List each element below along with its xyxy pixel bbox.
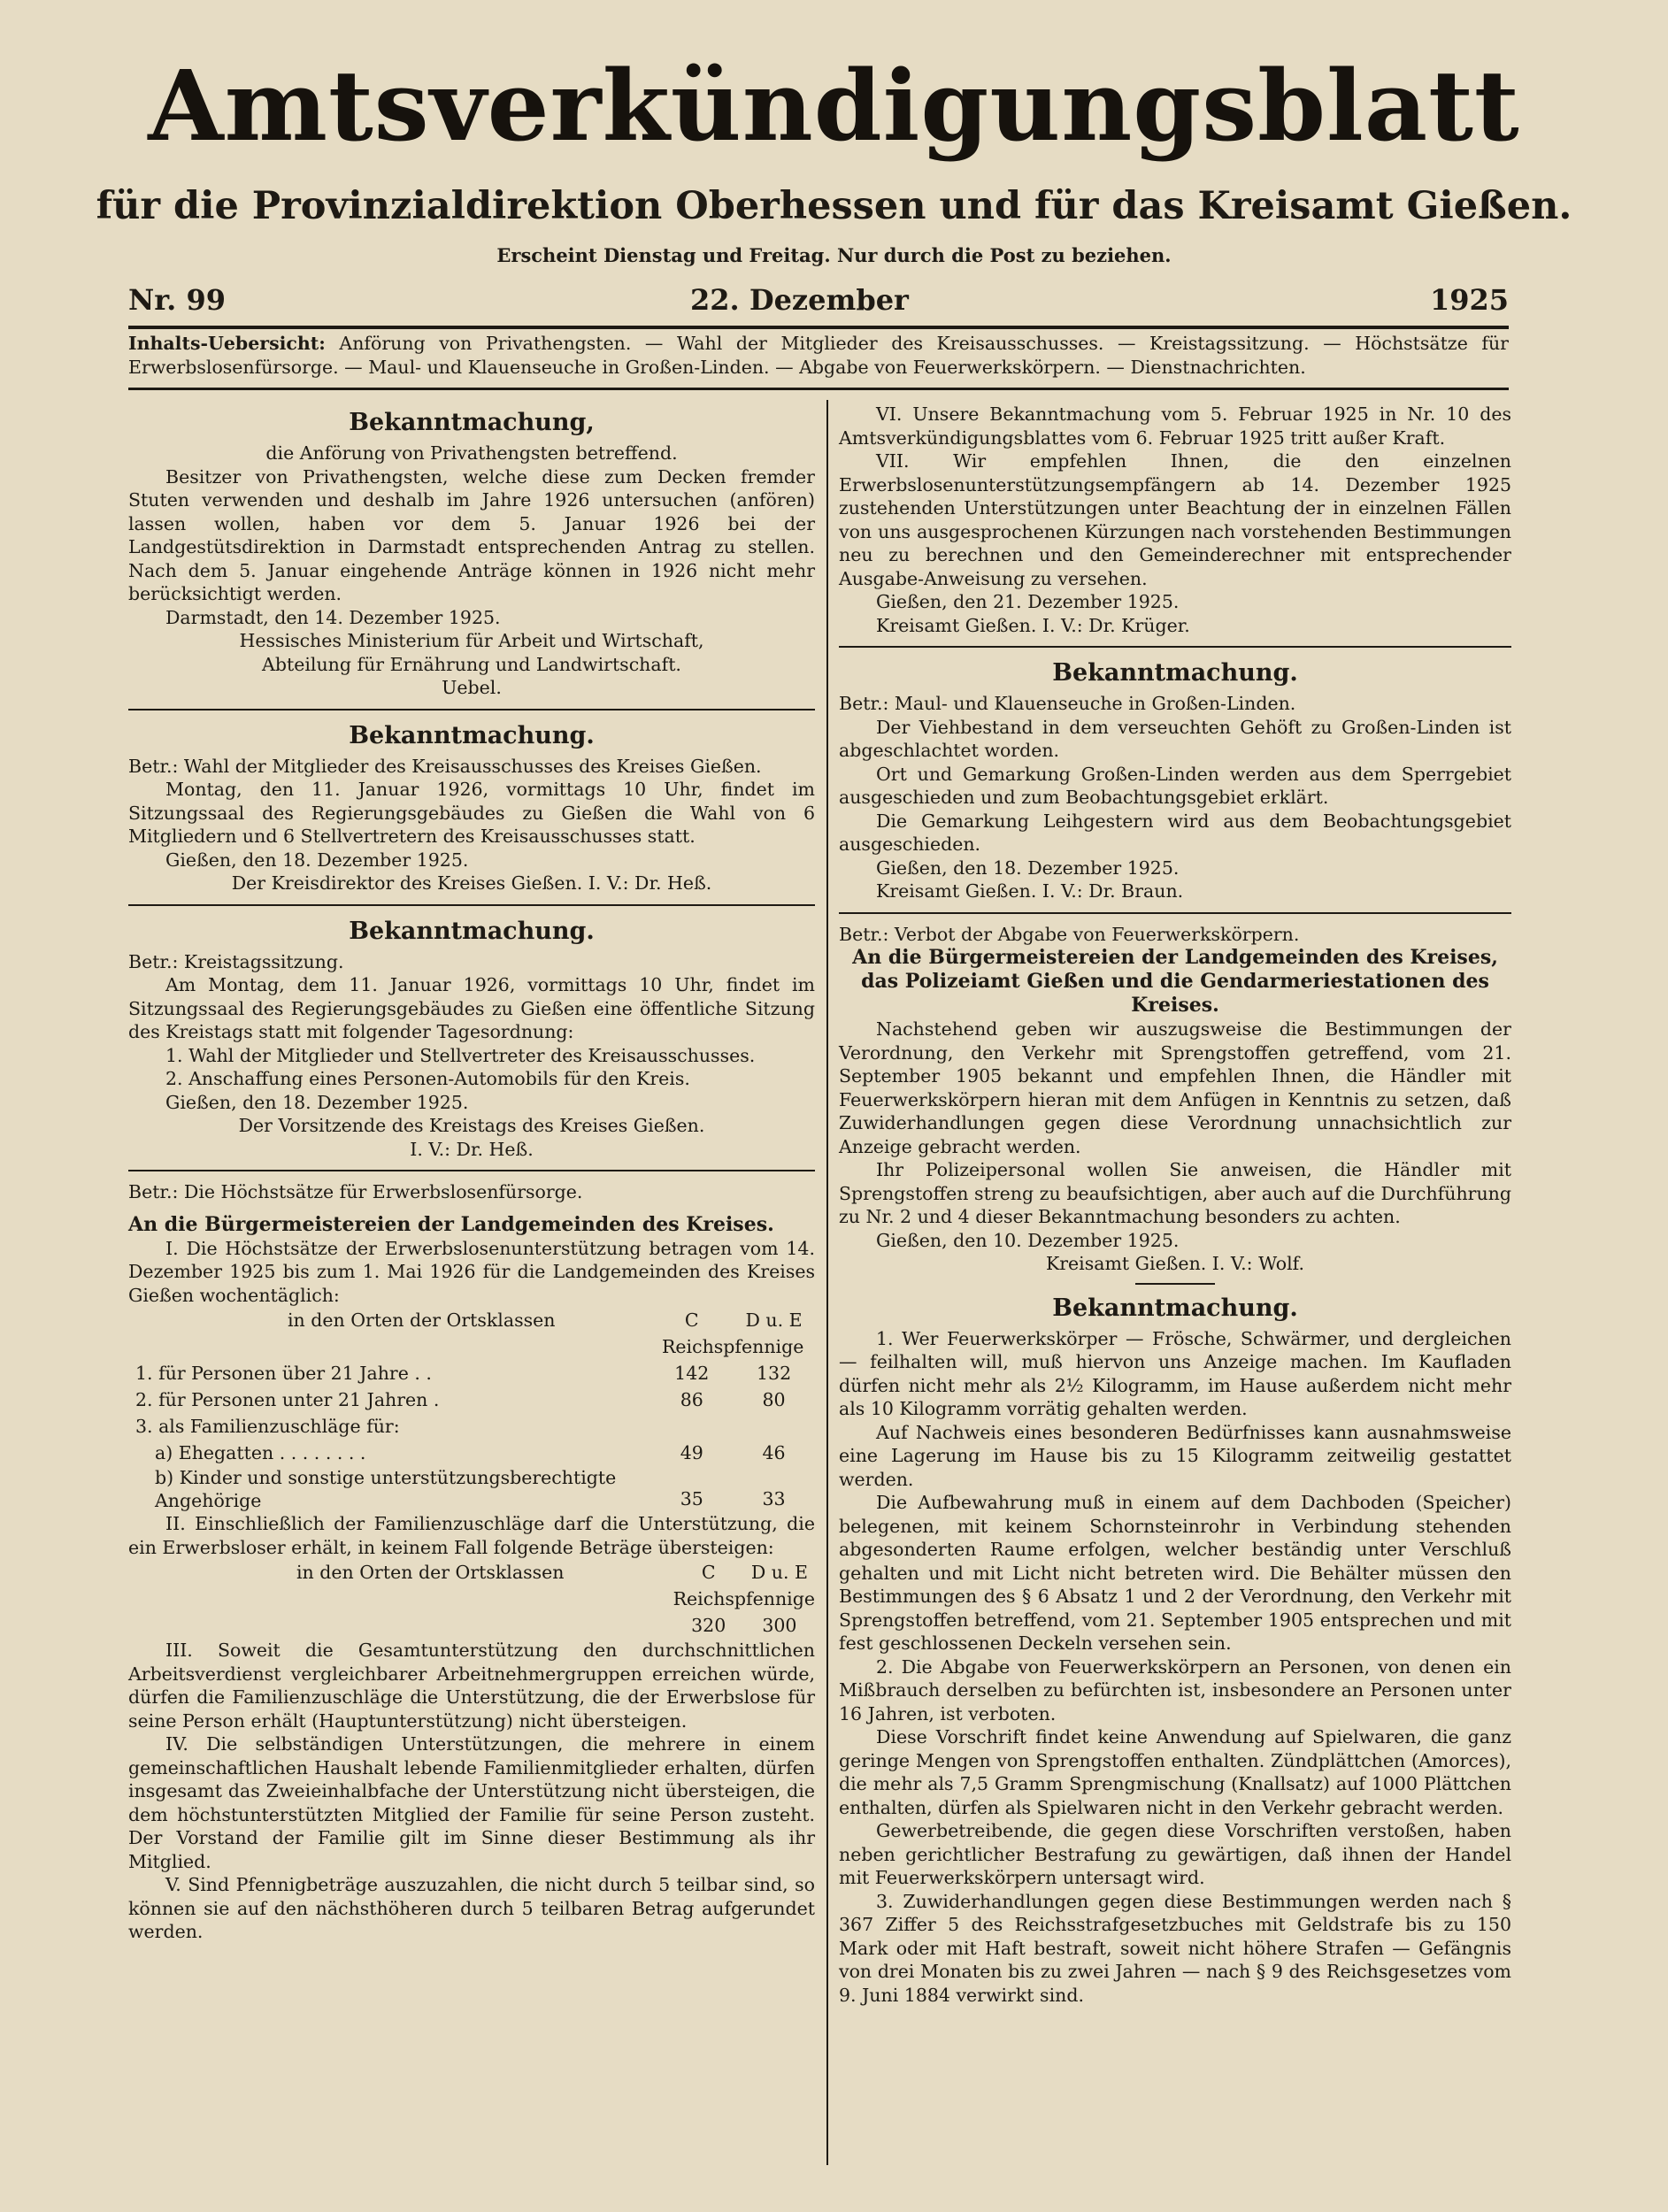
rate-de: 46 xyxy=(762,1442,786,1463)
notice-addressee: An die Bürgermeistereien der Landgemeinden des Kreises, das Polizeiamt Gießen und die Gendarmeriestationen des Kreises. xyxy=(852,946,1498,1017)
rates-col-de: D u. E xyxy=(750,1562,808,1583)
notice-signature: Der Kreisdirektor des Kreises Gießen. I. V.: Dr. Heß. xyxy=(231,872,712,894)
notice-paragraph: Diese Vorschrift findet keine Anwendung auf Spielwaren, die ganz geringe Mengen von Sprengstoffen enthalten. Zündplättchen (Amorces), die mehr als 7,5 Gramm Sprengmischung (Knallsatz) auf 1000 Plättchen enthalten, dürfen als Spielwaren nicht in den Verkehr gebracht werden. xyxy=(839,1726,1511,1818)
rate-c: 49 xyxy=(680,1442,703,1463)
rate-de: 132 xyxy=(757,1363,792,1384)
rates-col-de: D u. E xyxy=(745,1310,803,1331)
notice-heading: Bekanntmachung. xyxy=(1052,659,1298,687)
contents-divider xyxy=(128,388,1509,390)
agenda-item: 2. Anschaffung eines Personen-Automobils für den Kreis. xyxy=(165,1068,690,1089)
notice-stallions xyxy=(128,406,815,700)
notice-paragraph: VII. Wir empfehlen Ihnen, die den einzelnen Erwerbslosenunterstützungsempfängern ab 14. Dezember 1925 zustehenden Unterstützungen unter Beachtung der in einzelnen Fällen von uns ausgesprochenen Kürzungen nach vorstehenden Bestimmungen neu zu berechnen und den Gemeinderechner mit entsprechender Ausgabe-Anweisung zu versehen. xyxy=(839,450,1511,589)
section-divider xyxy=(839,912,1511,914)
table-row xyxy=(128,1360,815,1386)
notice-unemployment-rates xyxy=(128,1180,815,1944)
contents-text: Anförung von Privathengsten. — Wahl der Mitglieder des Kreisausschusses. — Kreistagssitzung. — Höchstsätze für Erwerbslosenfürsorge. — Maul- und Klauenseuche in Großen-Linden. — Abgabe von Feuerwerkskörpern. — Dienstnachrichten. xyxy=(128,333,1509,378)
notice-place-date: Gießen, den 18. Dezember 1925. xyxy=(876,856,1180,879)
notice-subject: Betr.: Die Höchstsätze für Erwerbslosenfürsorge. xyxy=(128,1181,583,1202)
table-row xyxy=(128,1413,815,1440)
table-row xyxy=(128,1386,815,1413)
issue-line xyxy=(128,283,1509,324)
notice-paragraph: Nachstehend geben wir auszugsweise die Bestimmungen der Verordnung, den Verkehr mit Sprengstoffen getreffend, vom 21. September 1905 bekannt und empfehlen Ihnen, die Händler mit Feuerwerkskörpern hieran mit dem Anfügen in Kenntnis zu setzen, daß Zuwiderhandlungen gegen diese Verordnung unnachsichtlich zur Anzeige gebracht werden. xyxy=(839,1018,1511,1157)
masthead-divider xyxy=(128,326,1509,329)
notice-signature: Kreisamt Gießen. I. V.: Wolf. xyxy=(1045,1253,1305,1274)
rate-c xyxy=(650,1413,733,1440)
max-rate-de: 300 xyxy=(762,1615,797,1636)
notice-paragraph: Der Viehbestand in dem verseuchten Gehöft zu Großen-Linden ist abgeschlachtet worden. xyxy=(839,716,1511,761)
notice-paragraph: Ihr Polizeipersonal wollen Sie anweisen, die Händler mit Sprengstoffen streng zu beaufsichtigen, aber auch auf die Durchführung zu Nr. 2 und 4 dieser Bekanntmachung besonders zu achten. xyxy=(839,1159,1511,1227)
rates-unit: Reichspfennige xyxy=(673,1588,815,1609)
notice-signature: Hessisches Ministerium für Arbeit und Wirtschaft, xyxy=(239,630,704,651)
issue-number: Nr. 99 xyxy=(128,283,226,317)
notice-subject: die Anförung von Privathengsten betreffend. xyxy=(265,442,678,464)
notice-paragraph: Ort und Gemarkung Großen-Linden werden aus dem Sperrgebiet ausgeschieden und zum Beobachtungsgebiet erklärt. xyxy=(839,763,1511,808)
notice-signature: Kreisamt Gießen. I. V.: Dr. Krüger. xyxy=(876,614,1190,636)
notice-subject: Betr.: Wahl der Mitglieder des Kreisausschusses des Kreises Gießen. xyxy=(128,755,762,777)
notice-paragraph: VI. Unsere Bekanntmachung vom 5. Februar 1925 in Nr. 10 des Amtsverkündigungsblattes vom 6. Februar 1925 tritt außer Kraft. xyxy=(839,403,1511,449)
notice-subject: Betr.: Kreistagssitzung. xyxy=(128,950,344,972)
notice-addressee: An die Bürgermeistereien der Landgemeinden des Kreises. xyxy=(128,1212,774,1236)
rate-de xyxy=(733,1413,815,1440)
notice-paragraph: Die Aufbewahrung muß in einem auf dem Dachboden (Speicher) belegenen, mit keinem Schornsteinrohr in Verbindung stehenden abgesonderten Raume erfolgen, welcher beständig unter Verschluß gehalten und mit Licht nicht betreten wird. Die Behälter müssen den Bestimmungen des § 6 Absatz 1 und 2 der Verordnung, den Verkehr mit Sprengstoffen betreffend, vom 21. September 1905 entsprechen und mit fest geschlossenen Deckeln versehen sein. xyxy=(839,1492,1511,1654)
left-column xyxy=(128,403,815,1944)
rate-label: 1. für Personen über 21 Jahre . . xyxy=(135,1363,432,1384)
masthead-title: Amtsverkündigungsblatt xyxy=(148,49,1520,163)
notice-heading: Bekanntmachung. xyxy=(349,721,595,749)
rate-label: b) Kinder und sonstige unterstützungsberechtigte Angehörige xyxy=(155,1467,617,1511)
rate-label: a) Ehegatten . . . . . . . . xyxy=(155,1442,366,1463)
table-row xyxy=(128,1612,815,1639)
notice-place-date: Gießen, den 21. Dezember 1925. xyxy=(876,591,1180,612)
right-column xyxy=(839,403,1511,2007)
notice-heading: Bekanntmachung. xyxy=(349,917,595,945)
notice-body: Besitzer von Privathengsten, welche diese zum Decken fremder Stuten verwenden und deshalb im Jahre 1926 untersuchen (anfören) lassen wollen, haben vor dem 5. Januar 1926 bei der Landgestütsdirektion in Darmstadt entsprechenden Antrag zu stellen. Nach dem 5. Januar eingehende Anträge können in 1926 nicht mehr berücksichtigt werden. xyxy=(128,465,815,604)
rates-header: in den Orten der Ortsklassen xyxy=(296,1562,565,1583)
section-divider xyxy=(1135,1283,1215,1285)
rates-header: in den Orten der Ortsklassen xyxy=(288,1310,556,1331)
rates-unit: Reichspfennige xyxy=(661,1336,804,1357)
column-divider xyxy=(826,400,828,2165)
notice-subject: Betr.: Maul- und Klauenseuche in Großen-Linden. xyxy=(839,693,1296,714)
rate-label: 3. als Familienzuschläge für: xyxy=(135,1416,400,1437)
notice-signature: Abteilung für Ernährung und Landwirtschaft. xyxy=(262,653,681,675)
notice-signature: Kreisamt Gießen. I. V.: Dr. Braun. xyxy=(876,880,1184,902)
publication-note: Erscheint Dienstag und Freitag. Nur durch die Post zu beziehen. xyxy=(496,244,1172,266)
masthead-subtitle: für die Provinzialdirektion Oberhessen und für das Kreisamt Gießen. xyxy=(96,184,1572,228)
agenda-item: 1. Wahl der Mitglieder und Stellvertreter des Kreisausschusses. xyxy=(165,1044,756,1066)
notice-paragraph: Die Gemarkung Leihgestern wird aus dem Beobachtungsgebiet ausgeschieden. xyxy=(839,810,1511,855)
notice-unemployment-rates-continued xyxy=(839,403,1511,637)
rate-c: 35 xyxy=(680,1488,703,1509)
notice-paragraph: 1. Wer Feuerwerkskörper — Frösche, Schwärmer, und dergleichen — feilhalten will, muß hiervon uns Anzeige machen. Im Kaufladen dürfen nicht mehr als 2½ Kilogramm, im Hause außerdem nicht mehr als 10 Kilogramm vorrätig gehalten werden. xyxy=(839,1327,1511,1419)
notice-place-date: Gießen, den 18. Dezember 1925. xyxy=(165,849,469,871)
rate-de: 80 xyxy=(762,1389,786,1410)
notice-place-date: Darmstadt, den 14. Dezember 1925. xyxy=(165,606,501,628)
notice-foot-and-mouth xyxy=(839,657,1511,903)
rate-label: 2. für Personen unter 21 Jahren . xyxy=(135,1389,440,1410)
rate-de: 33 xyxy=(762,1488,786,1509)
notice-place-date: Gießen, den 18. Dezember 1925. xyxy=(165,1091,469,1113)
issue-date: 22. Dezember xyxy=(690,283,909,317)
notice-heading: Bekanntmachung, xyxy=(349,409,595,436)
section-divider xyxy=(839,646,1511,648)
notice-signature: Uebel. xyxy=(442,677,502,698)
notice-fireworks-rules xyxy=(839,1292,1511,2008)
notice-district-assembly xyxy=(128,915,815,1162)
table-row xyxy=(128,1440,815,1466)
notice-paragraph: Auf Nachweis eines besonderen Bedürfnisses kann ausnahmsweise eine Lagerung im Hause bis zu 15 Kilogramm zeitweilig gestattet werden. xyxy=(839,1421,1511,1490)
notice-paragraph: Gewerbetreibende, die gegen diese Vorschriften verstoßen, haben neben gerichtlicher Bestrafung zu gewärtigen, daß ihnen der Handel mit Feuerwerkskörpern untersagt wird. xyxy=(839,1820,1511,1888)
notice-paragraph: IV. Die selbständigen Unterstützungen, die mehrere in einem gemeinschaftlichen Haushalt lebende Familienmitglieder erhalten, dürfen insgesamt das Zweieinhalbfache der Unterstützung nicht übersteigen, die dem höchstunterstützten Mitglied der Familie für seine Person zusteht. Der Vorstand der Familie gilt im Sinne dieser Bestimmung als ihr Mitglied. xyxy=(128,1733,815,1872)
notice-body: Am Montag, dem 11. Januar 1926, vormittags 10 Uhr, findet im Sitzungssaal des Regierungsgebäudes zu Gießen eine öffentliche Sitzung des Kreistags statt mit folgender Tagesordnung: xyxy=(128,974,815,1042)
notice-paragraph: 3. Zuwiderhandlungen gegen diese Bestimmungen werden nach § 367 Ziffer 5 des Reichsstrafgesetzbuches mit Geldstrafe bis zu 150 Mark oder mit Haft bestraft, soweit nicht höhere Strafen — Gefängnis von drei Monaten bis zu zwei Jahren — nach § 9 des Reichsgesetzes vom 9. Juni 1884 verwirkt sind. xyxy=(839,1890,1511,2006)
notice-body: Montag, den 11. Januar 1926, vormittags 10 Uhr, findet im Sitzungssaal des Regierungsgebäudes zu Gießen die Wahl von 6 Mitgliedern und 6 Stellvertretern des Kreisausschusses statt. xyxy=(128,779,815,847)
notice-committee-election xyxy=(128,719,815,895)
notice-place-date: Gießen, den 10. Dezember 1925. xyxy=(876,1229,1180,1251)
notice-paragraph: II. Einschließlich der Familienzuschläge darf die Unterstützung, die ein Erwerbsloser erhält, in keinem Fall folgende Beträge übersteigen: xyxy=(128,1513,815,1558)
notice-fireworks-ban xyxy=(839,923,1511,1276)
section-divider xyxy=(128,709,815,710)
rate-c: 86 xyxy=(680,1389,703,1410)
notice-paragraph: 2. Die Abgabe von Feuerwerkskörpern an Personen, von denen ein Mißbrauch derselben zu befürchten ist, insbesondere an Personen unter 16 Jahren, ist verboten. xyxy=(839,1655,1511,1724)
notice-signature: I. V.: Dr. Heß. xyxy=(410,1138,534,1160)
notice-paragraph: I. Die Höchstsätze der Erwerbslosenunterstützung betragen vom 14. Dezember 1925 bis zum 1. Mai 1926 für die Landgemeinden des Kreises Gießen wochentäglich: xyxy=(128,1237,815,1306)
rates-col-c: C xyxy=(701,1562,716,1583)
issue-year: 1925 xyxy=(1429,283,1509,317)
max-rate-c: 320 xyxy=(691,1615,726,1636)
notice-subject: Betr.: Verbot der Abgabe von Feuerwerkskörpern. xyxy=(839,923,1300,945)
notice-paragraph: V. Sind Pfennigbeträge auszuzahlen, die nicht durch 5 teilbar sind, so können sie auf den nächsthöheren durch 5 teilbaren Betrag aufgerundet werden. xyxy=(128,1874,815,1942)
section-divider xyxy=(128,904,815,906)
notice-heading: Bekanntmachung. xyxy=(1052,1294,1298,1322)
table-of-contents xyxy=(128,332,1509,380)
table-row xyxy=(128,1466,815,1512)
max-rates-table xyxy=(128,1559,815,1639)
notice-signature: Der Vorsitzende des Kreistags des Kreises Gießen. xyxy=(238,1115,705,1136)
section-divider xyxy=(128,1170,815,1171)
rate-c: 142 xyxy=(674,1363,710,1384)
notice-paragraph: III. Soweit die Gesamtunterstützung den durchschnittlichen Arbeitsverdienst vergleichbarer Arbeitnehmergruppen erreichen würde, dürfen die Familienzuschläge die Unterstützung, die der Erwerbslose für seine Person erhält (Hauptunterstützung) nicht übersteigen. xyxy=(128,1640,815,1732)
rates-col-c: C xyxy=(684,1310,699,1331)
rates-table xyxy=(128,1307,815,1512)
contents-label: Inhalts-Uebersicht: xyxy=(128,333,326,354)
